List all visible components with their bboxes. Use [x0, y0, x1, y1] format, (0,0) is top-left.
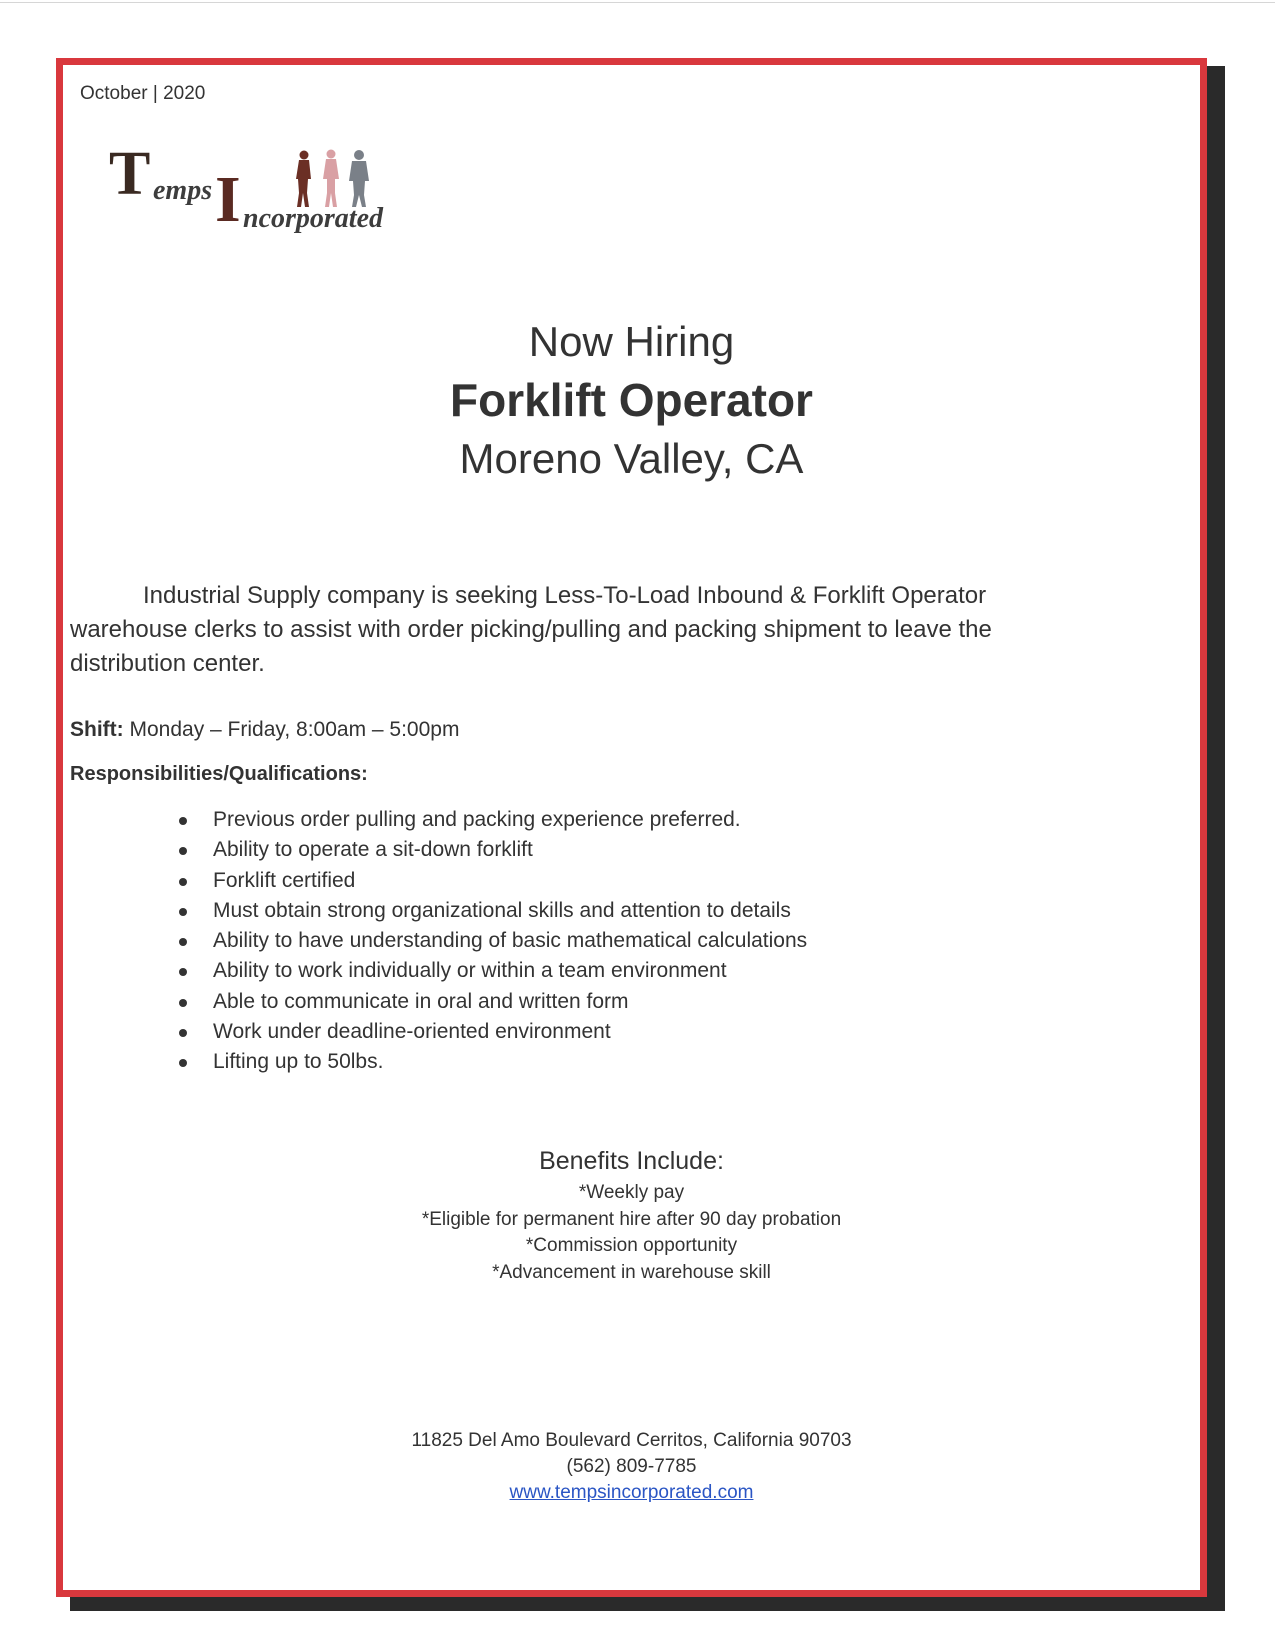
contact-phone: (562) 809-7785	[566, 1456, 697, 1477]
list-item-text: Ability to have understanding of basic mathematical calculations	[213, 929, 808, 953]
shift-value: Monday – Friday, 8:00am – 5:00pm	[129, 718, 460, 741]
benefit-item: *Eligible for permanent hire after 90 day probation	[421, 1208, 842, 1230]
bullet-icon	[179, 908, 187, 916]
benefit-item: *Advancement in warehouse skill	[492, 1262, 771, 1284]
bullet-icon	[179, 817, 187, 825]
bullet-icon	[179, 968, 187, 976]
now-hiring-heading: Now Hiring	[528, 318, 735, 365]
shift-line	[70, 718, 459, 742]
bullet-icon	[179, 847, 187, 855]
flyer-frame	[56, 58, 1207, 1597]
list-item	[175, 1047, 807, 1077]
responsibilities-heading: Responsibilities/Qualifications:	[70, 763, 368, 785]
responsibilities-list	[175, 805, 807, 1078]
flyer-date: October | 2020	[80, 83, 206, 104]
list-item	[175, 926, 807, 956]
list-item-text: Must obtain strong organizational skills and attention to details	[213, 898, 791, 922]
bullet-icon	[179, 1059, 187, 1067]
people-figures-icon	[289, 149, 379, 209]
scan-top-rule	[0, 2, 1275, 3]
contact-block	[63, 1428, 1200, 1506]
intro-paragraph: Industrial Supply company is seeking Less-To-Load Inbound & Forklift Operator warehouse clerks to assist with order picking/pulling and packing shipment to leave the distribution center.	[70, 582, 992, 677]
logo-letter-t: T	[109, 140, 151, 208]
list-item-text: Previous order pulling and packing experience preferred.	[213, 808, 741, 831]
bullet-icon	[179, 1029, 187, 1037]
company-logo	[109, 137, 449, 237]
contact-address: 11825 Del Amo Boulevard Cerritos, California 90703	[411, 1430, 852, 1451]
list-item	[175, 835, 807, 865]
list-item	[175, 896, 807, 926]
job-title: Forklift Operator	[450, 374, 813, 426]
list-item	[175, 1017, 807, 1047]
job-location: Moreno Valley, CA	[459, 435, 804, 482]
list-item	[175, 987, 807, 1017]
list-item	[175, 805, 807, 835]
list-item	[175, 866, 807, 896]
bullet-icon	[179, 938, 187, 946]
list-item-text: Ability to work individually or within a team environment	[213, 959, 727, 983]
list-item-text: Forklift certified	[213, 868, 356, 892]
figure-gray-icon	[349, 150, 369, 207]
bullet-icon	[179, 878, 187, 886]
benefits-heading: Benefits Include:	[539, 1147, 724, 1175]
list-item-text: Able to communicate in oral and written form	[213, 989, 629, 1013]
logo-letter-i: I	[215, 163, 241, 236]
bullet-icon	[179, 999, 187, 1007]
benefit-item: *Commission opportunity	[525, 1235, 738, 1257]
figure-dark-icon	[296, 151, 311, 208]
list-item-text: Work under deadline-oriented environment	[213, 1020, 611, 1044]
benefits-list	[63, 1180, 1200, 1287]
website-link[interactable]: www.tempsincorporated.com	[509, 1482, 754, 1503]
list-item-text: Lifting up to 50lbs.	[213, 1050, 384, 1074]
list-item	[175, 956, 807, 986]
logo-word-temps: emps	[153, 175, 213, 206]
logo-word-incorporated: ncorporated	[243, 203, 383, 234]
benefit-item: *Weekly pay	[578, 1182, 685, 1203]
list-item-text: Ability to operate a sit-down forklift	[213, 838, 533, 862]
figure-pink-icon	[323, 150, 339, 208]
shift-label: Shift:	[70, 718, 124, 741]
